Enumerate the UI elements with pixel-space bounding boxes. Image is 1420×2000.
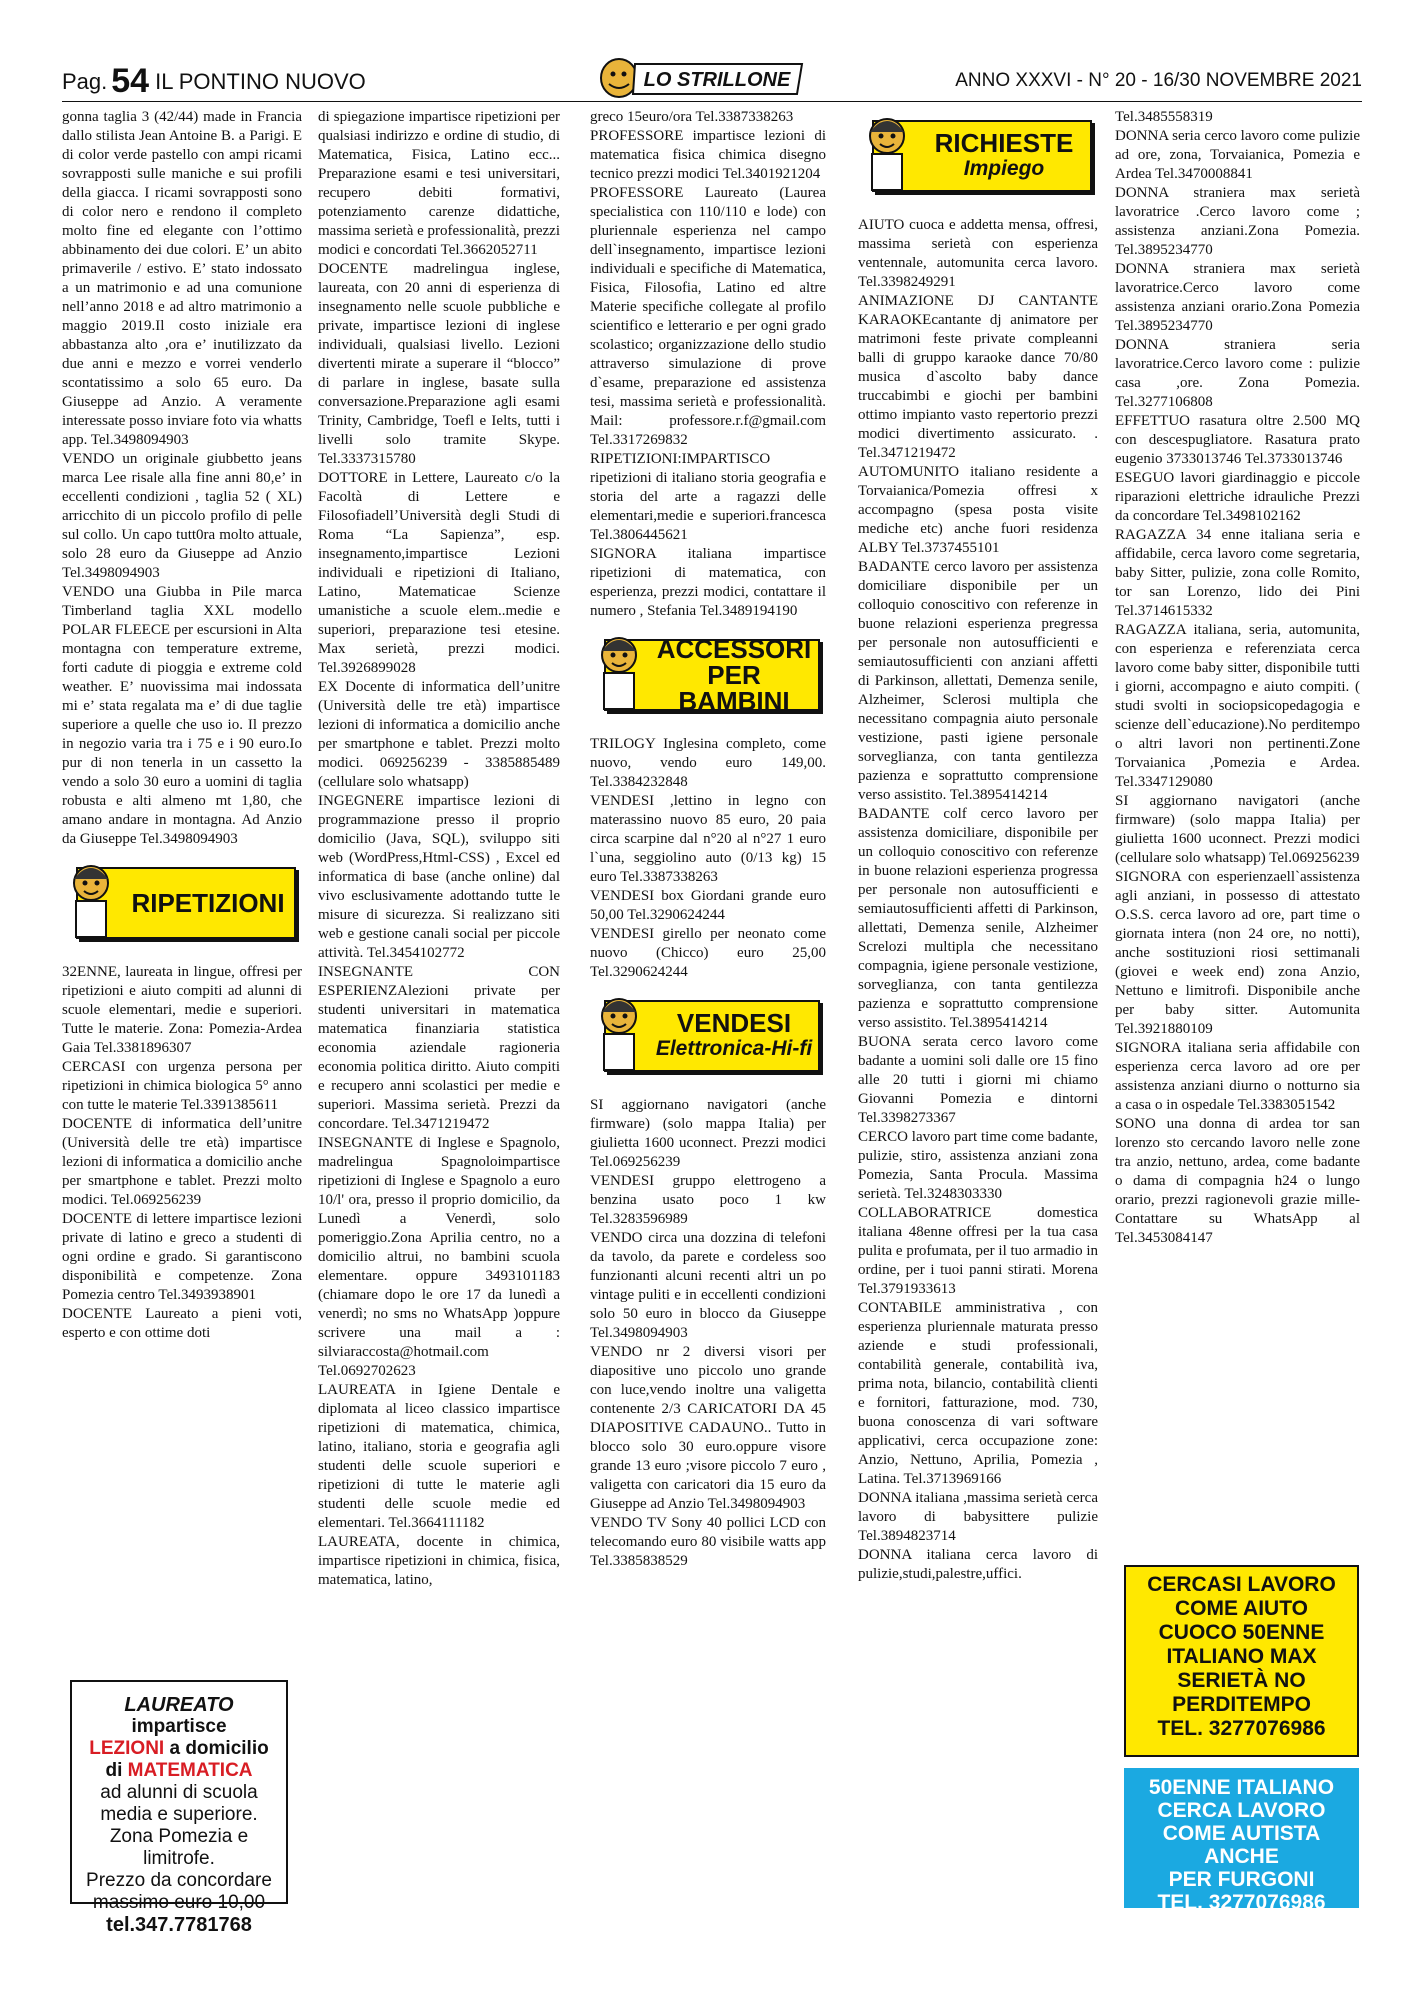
list-item: DOTTORE in Lettere, Laureato c/o la Facoltà di Lettere e FilosofiadellʼUniversità degli Studi di Roma “La Sapienza”, esp. insegnamento,impartisce Lezioni individuali e ripetizioni di Italiano, Latino, Matematicae Scienze umanistiche a scuole elem..medie e superiori, preparazione tesi etesine. Max serietà, prezzi modici. Tel.3926899028: [318, 470, 560, 676]
list-item: COLLABORATRICE domestica italiana 48enne offresi per la tua casa pulita e profumata, per il tuo armadio in ordine, per i tuoi panni stirati. Morena Tel.3791933613: [858, 1205, 1098, 1297]
section-vendesi-elettronica: [590, 988, 826, 1082]
ad-title: LAUREATO: [124, 1694, 234, 1716]
section-title: [652, 1006, 816, 1066]
section-title-line: ACCESSORI: [656, 634, 812, 664]
list-item: PROFESSORE Laureato (Laurea specialistica con 110/110 e lode) con pluriennale esperienza nel campo dell`insegnamento, impartisce lezioni individuali e specifiche di Matematica, Fisica, Filosofia, Latino ed altre Materie specifiche collegate al profilo scientifico e letterario e per ogni grado scolastico; organizzazione dello studio attraverso simulazione di prove d`esame, preparazione ed assistenza tesi, massima serietà e professionalità. Mail: professore.r.f@gmail.com Tel.3317269832: [590, 185, 826, 448]
list-item: LAUREATA, docente in chimica, impartisce ripetizioni in chimica, fisica, matematica, latino,: [318, 1534, 560, 1588]
ad-line: COME AUTISTA: [1162, 1822, 1321, 1845]
list-item: PROFESSORE impartisce lezioni di matematica fisica chimica disegno tecnico prezzi modici Tel.3401921204: [590, 128, 826, 182]
header-rule: [62, 101, 1362, 102]
list-item: RAGAZZA 34 enne italiana seria e affidabile, cerca lavoro come segretaria, baby Sitter, pulizie, zona colle Romito, tor san Lorenzo, lido dei Pini Tel.3714615332: [1115, 527, 1360, 619]
list-item: CERCO lavoro part time come badante, pulizie, stiro, assistenza anziani zona Pomezia, Santa Procula. Massima serietà. Tel.3248303330: [858, 1129, 1098, 1202]
page-header: [62, 62, 1362, 98]
list-item: SI aggiornano navigatori (anche firmware) (solo mappa Italia) per giulietta 1600 uconnect. Prezzi modici Tel.069256239: [590, 1097, 826, 1170]
list-item: LAUREATA in Igiene Dentale e diplomata al liceo classico impartisce ripetizioni di matematica, chimica, latino, italiano, storia e geografia agli studenti delle scuole superiori e ripetizioni di tutte le materie agli studenti delle scuole medie ed elementari. Tel.3664111182: [318, 1382, 560, 1531]
column-4: [858, 108, 1098, 1926]
section-title: [920, 126, 1088, 186]
list-item: CERCASI con urgenza persona per ripetizioni in chimica biologica 5° anno con tutte le materie Tel.3391385611: [62, 1059, 302, 1113]
list-item: EFFETTUO rasatura oltre 2.500 MQ con descespugliatore. Rasatura prato eugenio 3733013746 Tel.3733013746: [1115, 413, 1360, 467]
column-3: [590, 108, 826, 1926]
list-item: VENDESI gruppo elettrogeno a benzina usato poco 1 kw Tel.3283596989: [590, 1173, 826, 1227]
ad-line: CERCASI LAVORO: [1147, 1573, 1336, 1596]
ad-phone: tel.347.7781768: [106, 1914, 252, 1936]
list-item: INSEGNANTE CON ESPERIENZAlezioni private per studenti universitari in matematica matematica finanziaria statistica economia aziendale ragioneria economia politica diritto. Aiuto compiti e recupero anni scolastici per medie e superiori. Massima serietà. Prezzi da concordare. Tel.3471219472: [318, 964, 560, 1132]
ad-line: media e superiore.: [100, 1804, 258, 1825]
list-item: DONNA italiana ,massima serietà cerca lavoro di babysittere pulizie Tel.3894823714: [858, 1490, 1098, 1544]
list-item: VENDESI box Giordani grande euro 50,00 Tel.3290624244: [590, 888, 826, 923]
list-item: DONNA straniera max serietà lavoratrice.Cerco lavoro come assistenza anziani orario.Zona Pomezia Tel.3895234770: [1115, 261, 1360, 334]
list-item: VENDO una Giubba in Pile marca Timberland taglia XXL modello POLAR FLEECE per escursioni in Alta montagna con temperature extreme, forti cadute di pioggia e extreme cold weather. E’ nuovissima mai indossata mi e’ stata regalata ma e’ di due taglie superiore a quelle che uso io. Il prezzo in negozio varia tra i 75 e i 90 euro.Io pur di non tenerla in un cassetto la vendo a solo 30 euro a uomini di taglia robusta e alti almeno mt 1,80, che amano andare in montagna. Ad Anzio da Giuseppe Tel.3498094903: [62, 584, 302, 847]
newsboy-mascot-icon: [590, 627, 648, 721]
list-item: INSEGNANTE di Inglese e Spagnolo, madrelingua Spagnoloimpartisce ripetizioni di Inglese e Spagnolo a euro 10/l' ora, presso il proprio domicilio, da Lunedì a Venerdì, solo pomeriggio.Zona Aprilia centro, no a domicilio altrui, no bambini scuola elementare. oppure 3493101183 (chiamare dopo le ore 17 da lunedì a venerdì; no sms no WhatsApp )oppure scrivere una mail a : silviaraccosta@hotmail.com Tel.0692702623: [318, 1135, 560, 1379]
list-item: SI aggiornano navigatori (anche firmware) (solo mappa Italia) per giulietta 1600 uconnect. Prezzi modici (cellulare solo whatsapp) Tel.069256239: [1115, 793, 1360, 866]
list-item: SIGNORA italiana impartisce ripetizioni di matematica, con esperienza, prezzi modici, contattare il numero , Stefania Tel.3489194190: [590, 546, 826, 619]
ad-line: ad alunni di scuola: [100, 1782, 258, 1803]
driver-job-ad: [1124, 1768, 1359, 1914]
section-title-line: RICHIESTE: [934, 128, 1074, 158]
list-item: gonna taglia 3 (42/44) made in Francia dallo stilista Jean Antoine B. a Parigi. E di color verde pastello con ampi ricami sovrapposti sulle maniche e sui profili della giacca. I ricami sovrapposti sono di color nero e rendono il completo molto fine ed elegante con l’ottimo abbinamento dei due colori. E’ un abito primaverile / estivo. E’ stato indossato a un matrimonio e ad una comunione nell’anno 2018 e ad altro matrimonio a maggio 2019.Il costo iniziale era abbastanza alto ,ora e’ inutilizzato da due anni e mezzo e vorrei venderlo scontatissimo a solo 65 euro. Da Giuseppe ad Anzio. A veramente interessate posso inviare foto via whatts app. Tel.3498094903: [62, 109, 302, 448]
list-item: TRILOGY Inglesina completo, come nuovo, vendo euro 149,00. Tel.3384232848: [590, 736, 826, 790]
list-item: BADANTE colf cerco lavoro per assistenza domiciliare, disponibile per un colloquio conoscitivo con referenze in buone relazioni esperienza progressa per personale non autosufficienti e semiautosufficienti affetti di Parkinson, allettati, Demenza senile, Alzheimer Screlozi multipla che necessitano compagnia, igiene personale vestizione, sorveglianza, con tanta gentilezza pazienza e soprattutto comprensione verso assistito. Tel.3895414214: [858, 806, 1098, 1031]
math-lessons-ad: [70, 1680, 288, 1936]
ad-line: ANCHE: [1204, 1845, 1279, 1868]
list-item: DONNA seria cerco lavoro come pulizie ad ore, zona, Torvaianica, Pomezia e Ardea Tel.3470008841: [1115, 128, 1360, 182]
section-title-line: Impiego: [963, 157, 1045, 180]
list-item: RAGAZZA italiana, seria, automunita, con esperienza e referenziata cerca lavoro come baby sitter, disponibile tutti i giorni, accompagno e aiuto compiti. ( studi svolti in sociopsicopedagogia e scienze dell`educazione).No perditempo o altri lavori non pertinenti.Zone Torvaianica ,Pomezia e Ardea. Tel.3347129080: [1115, 622, 1360, 790]
list-item: BADANTE cerco lavoro per assistenza domiciliare disponibile per un colloquio conoscitivo con referenze in buone relazioni esperienza pregressa per personale non autosufficienti e semiautosufficienti con anziani affetti di Parkinson, allettati, Demenza senile, Alzheimer, Sclerosi multipla che necessitano compagnia aiuto personale vestizione, pasti igiene personale sorveglianza, con tanta gentilezza pazienza e soprattutto comprensione verso assistito. Tel.3895414214: [858, 559, 1098, 803]
list-item: SIGNORA italiana seria affidabile con esperienza cerca lavoro ad ore per assistenza anziani diurno o notturno sia a casa o in ospedale Tel.3383051542: [1115, 1040, 1360, 1113]
lo-strillone-logo: [597, 56, 807, 100]
ad-line: ITALIANO MAX: [1166, 1645, 1317, 1668]
page-info: [62, 62, 366, 101]
ad-line: PERDITEMPO: [1172, 1693, 1311, 1716]
newsboy-mascot-icon: [62, 855, 120, 949]
list-item: AUTOMUNITO italiano residente a Torvaianica/Pomezia offresi x accompagno (spesa posta visite mediche etc) anche fuori residenza ALBY Tel.3737455101: [858, 464, 1098, 556]
list-item: RIPETIZIONI:IMPARTISCO ripetizioni di italiano storia geografia e storia del arte a ragazzi delle elementari,medie e superiori.francesca Tel.3806445621: [590, 451, 826, 543]
section-title: RIPETIZIONI: [131, 888, 285, 918]
newsboy-mascot-icon: [858, 108, 916, 202]
ad-line: massimo euro 10,00: [92, 1892, 266, 1913]
list-item: SIGNORA con esperienzaell`assistenza agli anziani, in possesso di attestato O.S.S. cerca lavoro ad ore, part time o giornata intera (non 24 ore, no notti), anche sostituzioni riosi settimanali (giovei e week end) zona Anzio, Nettuno e limitrofi. Disponibile anche per baby sitter. Automunita Tel.3921880109: [1115, 869, 1360, 1037]
ad-highlight: MATEMATICA: [127, 1760, 253, 1781]
list-item: VENDESI ,lettino in legno con materassino nuovo 85 euro, 20 paia circa scarpine dal n°20 al n°27 1 euro l`una, seggiolino auto (0/13 kg) 15 euro Tel.3387338263: [590, 793, 826, 885]
list-item: ANIMAZIONE DJ CANTANTE KARAOKEcantante dj animatore per matrimoni feste private compleanni balli di gruppo karaoke dance 70/80 musica d`ascolto baby dance truccabimbi e giochi per bambini ottimo impianto vasto repertorio prezzi modici divertimento assicurato. . Tel.3471219472: [858, 293, 1098, 461]
list-item: VENDESI girello per neonato come nuovo (Chicco) euro 25,00 Tel.3290624244: [590, 926, 826, 980]
ad-line: di: [105, 1760, 128, 1781]
ad-line: a domicilio: [164, 1738, 269, 1759]
column-2: [318, 108, 560, 1926]
list-item: VENDO nr 2 diversi visori per diapositive uno piccolo uno grande con luce,vendo inoltre una valigetta contenente 2/3 CARICATORI DA 45 DIAPOSITIVE CADAUNO.. Tutto in blocco solo 30 euro.oppure visore grande 13 euro ;visore piccolo 7 euro , valigetta con caricatori dia 15 euro da Giuseppe ad Anzio Tel.3498094903: [590, 1344, 826, 1512]
ad-line: impartisce: [131, 1716, 227, 1737]
list-item: greco 15euro/ora Tel.3387338263: [590, 109, 794, 125]
cook-job-ad: [1124, 1565, 1359, 1757]
list-item: VENDO TV Sony 40 pollici LCD con telecomando euro 80 visibile watts app Tel.3385838529: [590, 1515, 826, 1569]
list-item: VENDO un originale giubbetto jeans marca Lee risale alla fine anni 80,e’ in eccellenti condizioni , taglia 52 ( XL) arricchito di un piccolo profilo di pelle sul collo. Un capo tutt0ra molto attuale, solo 28 euro da Giuseppe ad Anzio Tel.3498094903: [62, 451, 302, 581]
section-title-line: PER BAMBINI: [678, 660, 790, 716]
ad-line: 50ENNE ITALIANO: [1148, 1776, 1335, 1799]
section-title-line: VENDESI: [676, 1008, 792, 1038]
list-item: DOCENTE madrelingua inglese, laureata, con 20 anni di esperienza di insegnamento nelle scuole pubbliche e private, impartisce lezioni di inglese individuali, qualsiasi livello. Lezioni divertenti mirate a superare il “blocco” di parlare in inglese, basate sulla conversazione.Preparazione agli esami Trinity, Cambridge, Toefl e Ielts, tutti i livelli solo tramite Skype. Tel.3337315780: [318, 261, 560, 467]
logo-text: LO STRILLONE: [643, 69, 791, 91]
list-item: SONO una donna di ardea tor san lorenzo sto cercando lavoro nelle zone tra anzio, nettuno, ardea, come badante o dama di compagnia h24 o lungo orario, prezzi ragionevoli grazie mille-Contattare su WhatsApp al Tel.3453084147: [1115, 1116, 1360, 1246]
issue-info: ANNO XXXVI - N° 20 - 16/30 NOVEMBRE 2021: [955, 70, 1362, 91]
list-item: BUONA serata cerco lavoro come badante a uomini soli dalle ore 15 fino alle 20 tutti i giorni mi chiamo Giovanni Pomezia e dintorni Tel.3398273367: [858, 1034, 1098, 1126]
ad-phone: TEL. 3277076986: [1157, 1891, 1326, 1914]
ad-highlight: LEZIONI: [89, 1738, 165, 1759]
section-accessori-bambini: [590, 627, 826, 721]
column-5: [1115, 108, 1360, 1553]
list-item: DOCENTE Laureato a pieni voti, esperto e con ottime doti: [62, 1306, 302, 1341]
section-richieste-impiego: [858, 108, 1098, 202]
section-title: [652, 634, 816, 716]
ad-line: PER FURGONI: [1168, 1868, 1315, 1891]
list-item: INGEGNERE impartisce lezioni di programmazione presso il proprio domicilio (Java, SQL), sviluppo siti web (WordPress,Html-CSS) , Excel ed informatica di base (anche online) dal vivo esclusivamente adottando tutte le misure di sicurezza. Si realizzano siti web e gestione canali social per piccole attività. Tel.3454102772: [318, 793, 560, 961]
newsboy-mascot-icon: [590, 988, 648, 1082]
list-item: CONTABILE amministrativa , con esperienza pluriennale maturata presso aziende e studi professionali, contabilità generale, contabilità iva, prima nota, bilancio, contabilità clienti e fornitori, fatturazione, mod. 730, buona conoscenza di vari software applicativi, cerca occupazione zone: Anzio, Nettuno, Aprilia, Pomezia , Latina. Tel.3713969166: [858, 1300, 1098, 1487]
section-title-line: Elettronica-Hi-fi: [655, 1037, 813, 1060]
ad-line: CERCA LAVORO: [1157, 1799, 1326, 1822]
newspaper-name: IL PONTINO NUOVO: [155, 69, 366, 94]
list-item: Tel.3485558319: [1115, 109, 1213, 125]
list-item: EX Docente di informatica dell’unitre (Università delle tre età) impartisce lezioni di informatica a domicilio anche per smartphone e tablet. Prezzi molto modici. 069256239 - 3385885489 (cellulare solo whatsapp): [318, 679, 560, 790]
list-item: DONNA straniera seria lavoratrice.Cerco lavoro come : pulizie casa ,ore. Zona Pomezia. Tel.3277106808: [1115, 337, 1360, 410]
section-ripetizioni: [62, 855, 302, 949]
list-item: DONNA italiana cerca lavoro di pulizie,studi,palestre,uffici.: [858, 1547, 1098, 1582]
list-item: VENDO circa una dozzina di telefoni da tavolo, da parete e cordeless soo funzionanti alcuni recenti altri un po vintage puliti e in eccellenti condizioni solo 50 euro in blocco da Giuseppe Tel.3498094903: [590, 1230, 826, 1341]
column-1: [62, 108, 302, 1668]
ad-line: CUOCO 50ENNE: [1158, 1621, 1325, 1644]
ad-line: Zona Pomezia e limitrofe.: [109, 1826, 249, 1869]
list-item: 32ENNE, laureata in lingue, offresi per ripetizioni e aiuto compiti ad alunni di scuole elementari, medie e superiori. Tutte le materie. Zona: Pomezia-Ardea Gaia Tel.3381896307: [62, 964, 302, 1056]
page-prefix: Pag.: [62, 69, 108, 94]
list-item: ESEGUO lavori giardinaggio e piccole riparazioni elettriche idrauliche Prezzi da concordare Tel.3498102162: [1115, 470, 1360, 524]
list-item: AIUTO cuoca e addetta mensa, offresi, massima serietà con esperienza ventennale, automunita cerca lavoro. Tel.3398249291: [858, 217, 1098, 290]
list-item: di spiegazione impartisce ripetizioni per qualsiasi indirizzo e ordine di studio, di Matematica, Fisica, Latino ecc... Preparazione esami e tesi universitari, recupero debiti formativi, potenziamento carenze didattiche, massima serietà e professionalità, prezzi modici e concordati Tel.3662052711: [318, 109, 560, 258]
list-item: DONNA straniera max serietà lavoratrice .Cerco lavoro come ; assistenza anziani.Zona Pomezia. Tel.3895234770: [1115, 185, 1360, 258]
ad-phone: TEL. 3277076986: [1157, 1717, 1326, 1740]
page-number: 54: [111, 62, 150, 100]
list-item: DOCENTE di informatica dell’unitre (Università delle tre età) impartisce lezioni di informatica a domicilio anche per smartphone e tablet. Prezzi molto modici. Tel.069256239: [62, 1116, 302, 1208]
ad-line: Prezzo da concordare: [86, 1870, 272, 1891]
list-item: DOCENTE di lettere impartisce lezioni private di latino e greco a studenti di ogni ordine e grado. Si garantiscono disponibilità e competenze. Zona Pomezia centro Tel.3493938901: [62, 1211, 302, 1303]
ad-line: SERIETÀ NO: [1177, 1669, 1306, 1692]
ad-line: COME AIUTO: [1174, 1597, 1308, 1620]
